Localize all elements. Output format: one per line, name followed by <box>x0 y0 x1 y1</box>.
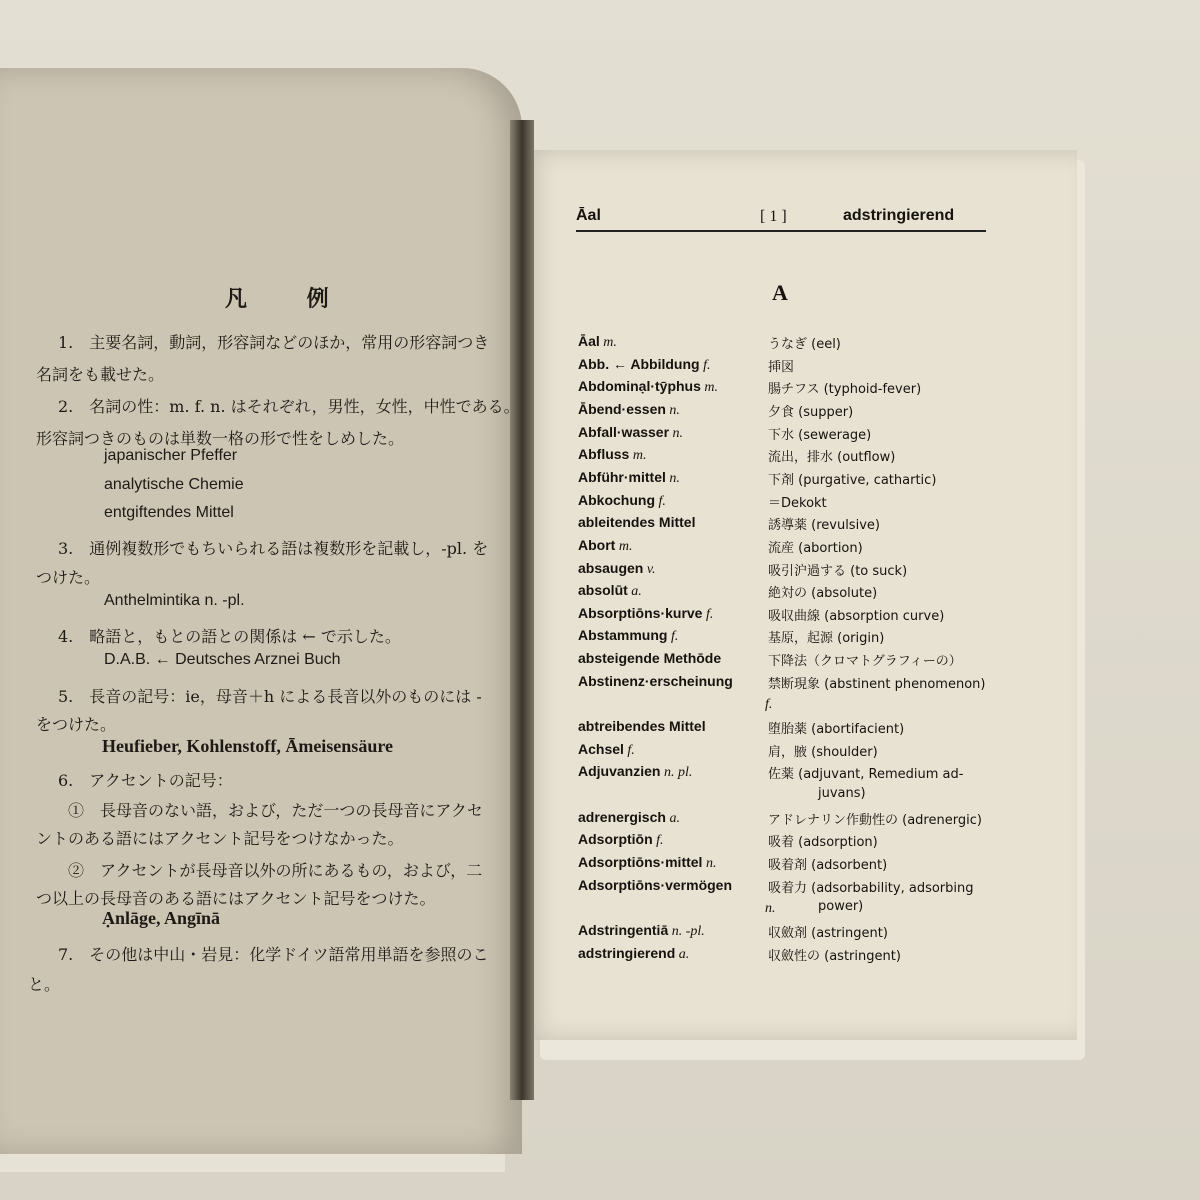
entry-gender: n. <box>765 901 776 916</box>
entry-gender: m. <box>700 380 719 395</box>
example-line: D.A.B. ← Deutsches Arznei Buch <box>104 651 341 668</box>
example-line: Anthelmintika n. -pl. <box>104 592 245 609</box>
entry-headword: Adsorptiōns·vermögen <box>578 877 733 893</box>
entry-headword: adstringierend <box>578 945 676 961</box>
entry-term <box>578 673 733 689</box>
note-line: ② アクセントが長母音以外の所にあるもの，および，二 <box>68 861 483 880</box>
entry-term <box>578 831 664 849</box>
entry-gender: m. <box>599 335 617 350</box>
entry-headword: Abführ·mittel <box>578 469 666 485</box>
section-letter: A <box>772 280 788 305</box>
entry-headword: ableitendes Mittel <box>578 514 696 530</box>
entry-gloss: 吸着剤 (adsorbent) <box>768 858 888 873</box>
left-page <box>0 68 522 1154</box>
entry-term <box>578 537 632 555</box>
entry-gloss: 肩，腋 (shoulder) <box>768 745 878 760</box>
explanatory-notes-title: 凡 例 <box>225 286 355 312</box>
entry-gender: n. pl. <box>660 765 693 780</box>
entry-gloss: 収斂性の (astringent) <box>768 949 901 964</box>
note-line: をつけた。 <box>36 715 117 734</box>
entry-gender: m. <box>615 539 633 554</box>
entry-gender: f. <box>702 607 714 622</box>
entry-headword: Abb. ← Abbildung <box>578 356 700 372</box>
note-line: 形容詞つきのものは単数一格の形で性をしめした。 <box>36 429 405 448</box>
entry-term <box>578 469 680 487</box>
entry-gender: n. <box>665 403 680 418</box>
entry-headword: absolūt <box>578 582 628 598</box>
note-line: 名詞をも載せた。 <box>36 365 165 384</box>
entry-term <box>578 424 683 442</box>
entry-gloss: 下降法（クロマトグラフィーの） <box>768 654 962 669</box>
entry-gloss: 収斂剤 (astringent) <box>768 926 888 941</box>
example-line: analytische Chemie <box>104 476 244 493</box>
entry-gloss: 流出，排水 (outflow) <box>768 450 896 465</box>
entry-gender: v. <box>643 562 656 577</box>
entry-gloss: 誘導薬 (revulsive) <box>768 518 880 533</box>
entry-term <box>578 333 617 351</box>
entry-gender: f. <box>765 697 773 712</box>
entry-gloss: 吸収曲線 (absorption curve) <box>768 609 945 624</box>
example-bold-line: Ạnlāge, Angīnā <box>102 908 221 928</box>
entry-term <box>765 899 776 917</box>
entry-gloss: 夕食 (supper) <box>768 405 854 420</box>
entry-term <box>578 650 721 666</box>
entry-headword: Absorptiōns·kurve <box>578 605 703 621</box>
entry-term <box>578 763 692 781</box>
note-line: 3. 通例複数形でもちいられる語は複数形を記載し，-pl. を <box>58 539 489 558</box>
note-line: 2. 名詞の性：m. f. n. はそれぞれ，男性，女性，中性である。 <box>58 397 520 416</box>
entry-term <box>578 356 710 374</box>
entry-gloss: 吸着 (adsorption) <box>768 835 878 850</box>
entry-gloss: アドレナリン作動性の (adrenergic) <box>768 813 982 828</box>
note-line: つけた。 <box>36 568 101 587</box>
page-number: [ 1 ] <box>760 208 787 225</box>
note-line: ① 長母音のない語，および，ただ一つの長母音にアクセ <box>68 801 483 820</box>
entry-headword: Abkochung <box>578 492 655 508</box>
entry-headword: absteigende Methōde <box>578 650 722 666</box>
entry-gloss: 禁断現象 (abstinent phenomenon) <box>768 677 986 692</box>
entry-headword: Abfluss <box>578 446 630 462</box>
entry-headword: Adsorptiōn <box>578 831 653 847</box>
entry-gender: n. <box>665 471 680 486</box>
entry-term <box>578 492 666 510</box>
entry-gender: a. <box>665 811 680 826</box>
entry-gender: m. <box>629 448 647 463</box>
example-line: entgiftendes Mittel <box>104 504 234 521</box>
note-line: ントのある語にはアクセント記号をつけなかった。 <box>36 829 404 848</box>
entry-headword: Adjuvanzien <box>578 763 661 779</box>
entry-headword: Abstammung <box>578 627 668 643</box>
note-line: 7. その他は中山・岩見：化学ドイツ語常用単語を参照のこ <box>58 945 489 964</box>
entry-gender: a. <box>675 947 690 962</box>
running-head-first-word: Āal <box>576 207 601 224</box>
entry-headword: Ābend·essen <box>578 401 666 417</box>
entry-headword: Adsorptiōns·mittel <box>578 854 703 870</box>
entry-gloss: 基原，起源 (origin) <box>768 631 885 646</box>
entry-gloss: 下剤 (purgative, cathartic) <box>768 473 937 488</box>
book-gutter <box>510 120 534 1100</box>
note-line: 5. 長音の記号：ie，母音＋h による長音以外のものには - <box>58 687 482 706</box>
entry-gloss: 絶対の (absolute) <box>768 586 878 601</box>
entry-headword: abtreibendes Mittel <box>578 718 706 734</box>
entry-term <box>578 401 680 419</box>
entry-gender: n. <box>669 426 684 441</box>
entry-gloss: 流産 (abortion) <box>768 541 863 556</box>
entry-gender: f. <box>699 358 711 373</box>
entry-gender: n. <box>702 856 717 871</box>
entry-term <box>578 627 678 645</box>
entry-term <box>578 378 718 396</box>
entry-gender: f. <box>623 743 635 758</box>
entry-term <box>578 718 706 734</box>
entry-headword: Abstinenz·erscheinung <box>578 673 733 689</box>
example-bold-line: Heufieber, Kohlenstoff, Āmeisensäure <box>102 736 393 756</box>
entry-term <box>578 514 695 530</box>
entry-headword: Abort <box>578 537 616 553</box>
entry-term <box>578 741 635 759</box>
entry-gloss: 下水 (sewerage) <box>768 428 872 443</box>
note-line: 6. アクセントの記号： <box>58 771 233 790</box>
entry-gender: f. <box>655 494 666 509</box>
entry-gloss: 佐薬 (adjuvant, Remedium ad- <box>768 767 964 782</box>
entry-term <box>578 877 732 893</box>
entry-headword: adrenergisch <box>578 809 666 825</box>
note-line: つ以上の長母音のある語にはアクセント記号をつけた。 <box>36 889 436 908</box>
note-line: 4. 略語と，もとの語との関係は ← で示した。 <box>58 627 401 646</box>
entry-headword: Abfall·wasser <box>578 424 670 440</box>
entry-gloss: ＝Dekokt <box>768 496 827 511</box>
entry-gender: n. -pl. <box>668 924 705 939</box>
entry-term <box>578 945 689 963</box>
entry-term <box>765 695 772 713</box>
entry-term <box>578 560 656 578</box>
entry-term <box>578 446 646 464</box>
entry-gender: f. <box>667 629 679 644</box>
entry-term <box>578 922 705 940</box>
entry-term <box>578 809 680 827</box>
entry-term <box>578 582 642 600</box>
entry-gloss: 挿図 <box>768 360 795 375</box>
entry-headword: Āal <box>578 333 600 349</box>
entry-gloss: 吸引沪過する (to suck) <box>768 564 908 579</box>
entry-gloss: うなぎ (eel) <box>768 337 841 352</box>
entry-gloss: juvans) <box>818 786 866 801</box>
entry-term <box>578 854 716 872</box>
entry-headword: Adstringentiā <box>578 922 669 938</box>
entry-gloss: 吸着力 (adsorbability, adsorbing <box>768 881 974 896</box>
entry-gloss: 腸チフス (typhoid-fever) <box>768 382 922 397</box>
entry-gloss: power) <box>818 899 864 914</box>
entry-gender: f. <box>652 833 664 848</box>
entry-headword: Abdominạl·tȳphus <box>578 378 701 394</box>
entry-gender: a. <box>627 584 642 599</box>
running-head-last-word: adstringierend <box>843 207 955 224</box>
example-line: japanischer Pfeffer <box>104 447 238 464</box>
note-line: と。 <box>28 975 61 994</box>
entry-gloss: 堕胎薬 (abortifacient) <box>768 722 905 737</box>
note-line: 1. 主要名詞，動詞，形容詞などのほか，常用の形容詞つき <box>58 333 490 352</box>
header-rule <box>576 230 986 232</box>
entry-headword: Achsel <box>578 741 624 757</box>
entry-term <box>578 605 713 623</box>
entry-headword: absaugen <box>578 560 644 576</box>
